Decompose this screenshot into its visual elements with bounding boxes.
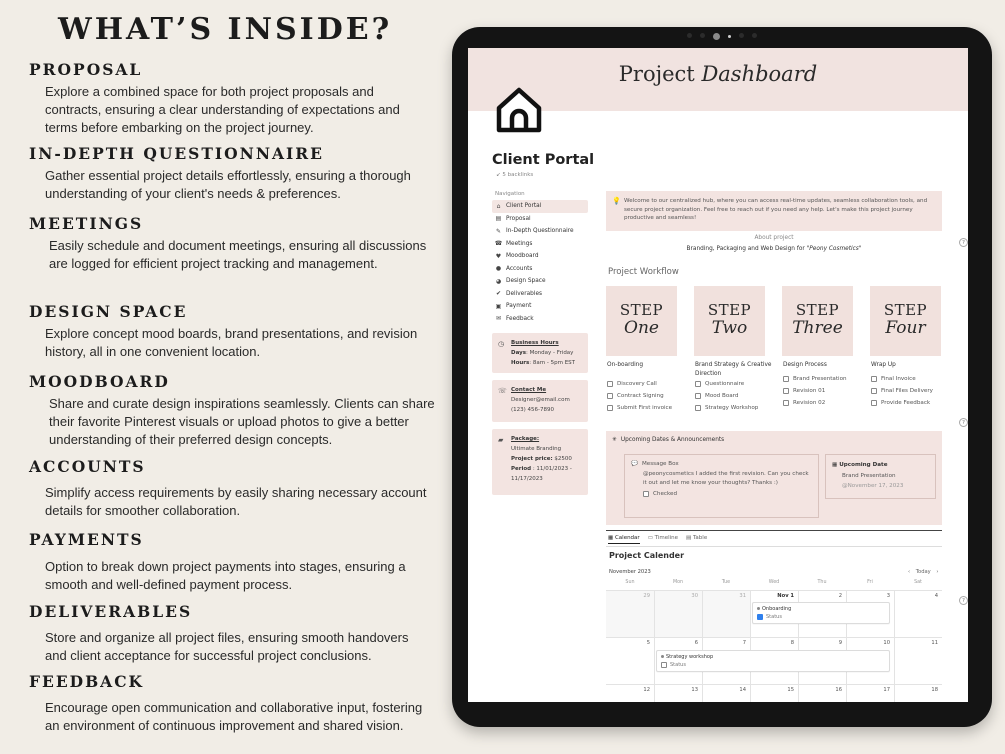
- section-body: Explore concept mood boards, brand presentations, and revision history, all in one convenient location.: [45, 326, 418, 359]
- event-title: [661, 653, 885, 661]
- nav-item-questionnaire[interactable]: [492, 225, 588, 238]
- section-title: DELIVERABLES: [29, 602, 193, 621]
- section-body: Share and curate design inspirations seamlessly. Clients can share their favorite Pinterest visuals or upload photos to give a better understanding of their preferred design concepts.: [49, 396, 435, 447]
- nav-item-proposal[interactable]: [492, 213, 588, 226]
- section-body: Simplify access requirements by easily sharing necessary account details for smoother collaboration.: [45, 485, 427, 518]
- upcoming-title: [612, 437, 728, 443]
- section-body: Explore a combined space for both project proposals and contracts, ensuring a clear understanding of expectations and terms before embarking on the project journey.: [45, 84, 400, 135]
- date-value[interactable]: @November 17, 2023: [842, 483, 904, 489]
- chevron-left-icon[interactable]: ‹: [908, 569, 911, 575]
- hours-row: [511, 358, 582, 368]
- period-value: : 11/01/2023 - 11/17/2023: [511, 466, 572, 482]
- section-title: MOODBOARD: [29, 372, 170, 391]
- nav-label: In-Depth Questionnaire: [506, 228, 574, 235]
- about-body: Branding, Packaging and Web Design for: [686, 246, 807, 252]
- section-title: PAYMENTS: [29, 530, 144, 549]
- tablet-screen: [468, 48, 968, 702]
- checkbox[interactable]: [643, 491, 649, 497]
- nav-label: Client Portal: [506, 203, 542, 210]
- folder-icon: ▰: [498, 436, 504, 444]
- card-title[interactable]: Contact Me: [511, 387, 547, 393]
- message-header: [631, 460, 812, 470]
- event-onboarding[interactable]: [752, 602, 890, 624]
- task-item[interactable]: [607, 390, 687, 402]
- step-three-card[interactable]: [782, 286, 853, 356]
- calendar-icon: ▦: [832, 462, 840, 468]
- section-design-space: [29, 302, 429, 361]
- nav-item-deliverables[interactable]: [492, 288, 588, 301]
- status-label: Status: [766, 614, 782, 620]
- step-word: STEP: [619, 301, 664, 319]
- card-title[interactable]: Business Hours: [511, 340, 559, 346]
- nav-label: Proposal: [506, 215, 531, 222]
- step-number: Two: [711, 318, 748, 338]
- about-text: [606, 246, 942, 252]
- package-card: [492, 429, 588, 495]
- nav-label: Feedback: [506, 315, 534, 322]
- payment-icon: ▣: [495, 302, 502, 310]
- calendar-day[interactable]: 29: [606, 591, 654, 637]
- nav-item-moodboard[interactable]: [492, 250, 588, 263]
- weekday-label: Fri: [867, 580, 873, 585]
- section-title: FEEDBACK: [29, 672, 145, 691]
- task-item[interactable]: [607, 402, 687, 414]
- checkbox[interactable]: [661, 662, 667, 668]
- task-item[interactable]: [783, 397, 863, 409]
- nav-item-client-portal[interactable]: [492, 200, 588, 213]
- nav-label: Accounts: [506, 265, 533, 272]
- edit-icon: ✎: [495, 227, 502, 235]
- checkbox[interactable]: [607, 393, 613, 399]
- days-label: Days: [511, 350, 526, 356]
- tab-table[interactable]: [686, 535, 707, 544]
- weekday-label: Sun: [625, 580, 635, 585]
- section-body: Encourage open communication and collaborative input, fostering an environment of continuous improvement and shared vision.: [45, 700, 423, 733]
- task-label: Submit First invoice: [617, 405, 673, 411]
- weekday-label: Thu: [817, 580, 827, 585]
- brand-strategy-column: [695, 361, 775, 414]
- step-two-card[interactable]: [694, 286, 765, 356]
- weekday-label: Wed: [768, 580, 780, 585]
- chevron-right-icon[interactable]: ›: [936, 569, 939, 575]
- nav-item-design-space[interactable]: [492, 275, 588, 288]
- calendar-day[interactable]: 8: [750, 638, 798, 684]
- phone-icon: ☎: [494, 240, 503, 248]
- nav-label: Design Space: [506, 278, 546, 285]
- task-label: Discovery Call: [617, 381, 657, 387]
- calendar-day[interactable]: 6: [654, 638, 702, 684]
- table-icon: ▤: [686, 535, 693, 541]
- clock-icon: ◷: [498, 340, 505, 348]
- column-title: Wrap Up: [871, 362, 896, 368]
- section-proposal: [29, 60, 429, 137]
- section-body: Option to break down project payments into stages, ensuring a smooth and well-defined payment process.: [45, 559, 406, 592]
- calendar-day[interactable]: 16: [798, 685, 846, 702]
- section-title: IN-DEPTH QUESTIONNAIRE: [29, 144, 324, 163]
- title-regular: Project: [618, 62, 702, 86]
- task-item[interactable]: [695, 378, 775, 390]
- nav-label: Payment: [506, 303, 532, 310]
- section-moodboard: [29, 372, 439, 449]
- calendar-day[interactable]: 18: [894, 685, 942, 702]
- weekday-label: Sat: [914, 580, 922, 585]
- period-row: [511, 464, 582, 484]
- divider: [606, 546, 942, 547]
- event-label: Onboarding: [762, 606, 792, 612]
- checked-item[interactable]: [631, 490, 812, 500]
- help-icon[interactable]: ?: [959, 418, 968, 427]
- calendar-day[interactable]: 15: [750, 685, 798, 702]
- price-row: [511, 454, 582, 464]
- status-label: Status: [670, 662, 686, 668]
- task-item[interactable]: [695, 390, 775, 402]
- tab-label: Calendar: [614, 535, 640, 541]
- tab-timeline[interactable]: [648, 535, 678, 544]
- calendar-day[interactable]: 12: [643, 687, 650, 693]
- contact-phone: (123) 456-7890: [511, 407, 555, 413]
- calendar-day[interactable]: 2: [798, 591, 846, 637]
- about-label: About project: [754, 235, 794, 241]
- section-body: Store and organize all project files, ensuring smooth handovers and client acceptance for successful project conclusions.: [45, 630, 409, 663]
- days-value: : Monday - Friday: [525, 350, 574, 356]
- task-label: Strategy Workshop: [705, 405, 759, 411]
- step-number: One: [624, 318, 659, 338]
- task-item[interactable]: [871, 373, 951, 385]
- task-label: Mood Board: [705, 393, 739, 399]
- price-value: $2500: [552, 456, 572, 462]
- indicator-icon: [728, 35, 731, 38]
- nav-item-payment[interactable]: [492, 300, 588, 313]
- checkbox[interactable]: [783, 400, 789, 406]
- column-title: Brand Strategy & Creative Direction: [695, 362, 772, 377]
- calendar-week: [606, 684, 942, 702]
- checkbox[interactable]: [783, 388, 789, 394]
- period-label: Period: [511, 466, 532, 472]
- section-title: PROPOSAL: [29, 60, 143, 79]
- section-meetings: [29, 214, 429, 273]
- event-strategy-workshop[interactable]: [656, 650, 890, 672]
- upcoming-callout: [606, 431, 942, 525]
- wrap-up-column: [871, 361, 951, 409]
- navigation-menu: [492, 191, 588, 325]
- calendar-day[interactable]: 14: [702, 685, 750, 702]
- calendar-day[interactable]: 17: [846, 685, 894, 702]
- sensor-icon: [700, 33, 705, 38]
- tablet-frame: [452, 27, 992, 727]
- step-number: Four: [885, 318, 926, 338]
- sensor-icon: [752, 33, 757, 38]
- tab-label: Timeline: [654, 535, 679, 541]
- sensor-icon: [739, 33, 744, 38]
- weekday-label: Mon: [672, 580, 684, 585]
- section-payments: [29, 530, 429, 594]
- nav-label: Meetings: [506, 240, 533, 247]
- section-accounts: [29, 457, 429, 520]
- checkbox[interactable]: [757, 614, 763, 620]
- section-title: MEETINGS: [29, 214, 144, 233]
- column-title: Design Process: [783, 362, 827, 368]
- phone-icon: ☏: [498, 387, 507, 395]
- date-header: [832, 460, 929, 471]
- task-item[interactable]: [871, 397, 951, 409]
- checkbox[interactable]: [607, 381, 613, 387]
- today-button[interactable]: Today: [915, 569, 931, 575]
- calendar-day[interactable]: 13: [654, 685, 702, 702]
- message-body: @peonycosmetics I added the first revision. Can you check it out and let me know your thoughts? Thanks :): [643, 470, 809, 486]
- section-body: Gather essential project details effortlessly, ensuring a thorough understanding of your client's needs & preferences.: [45, 168, 411, 201]
- calendar-week: [606, 590, 942, 637]
- step-number: Three: [792, 318, 843, 338]
- calendar-month: November 2023: [609, 569, 651, 575]
- card-title[interactable]: Package:: [511, 436, 540, 442]
- calendar-day[interactable]: 30: [654, 591, 702, 637]
- weekday-label: Tue: [721, 580, 731, 585]
- calendar-nav: [906, 569, 940, 575]
- task-label: Revision 02: [793, 400, 826, 406]
- task-label: Final Files Delivery: [881, 388, 933, 394]
- document-icon: ▤: [495, 215, 502, 223]
- step-word: STEP: [883, 301, 928, 319]
- section-questionnaire: [29, 144, 429, 203]
- calendar-day[interactable]: Nov 1: [750, 591, 798, 637]
- help-icon[interactable]: ?: [959, 238, 968, 247]
- task-label: Questionnaire: [705, 381, 745, 387]
- palette-icon: ◕: [495, 277, 502, 285]
- home-icon: ⌂: [496, 202, 501, 210]
- heart-icon: ♥: [495, 252, 502, 260]
- contact-card: [492, 380, 588, 422]
- date-event: Brand Presentation: [842, 472, 896, 479]
- calendar-day[interactable]: 4: [894, 591, 942, 637]
- calendar-day[interactable]: 7: [702, 638, 750, 684]
- welcome-text: Welcome to our centralized hub, where you can access real-time updates, seamless collaboration tools, and secure project organization. Feel free to reach out if you need any help. Let's make this project journey productive and seamless!: [624, 198, 928, 221]
- divider: [606, 530, 942, 531]
- check-circle-icon: ✔: [495, 290, 502, 298]
- checkbox[interactable]: [695, 405, 701, 411]
- calendar-day[interactable]: 9: [798, 638, 846, 684]
- checkbox[interactable]: [871, 376, 877, 382]
- date-title: Upcoming Date: [839, 462, 888, 468]
- nav-item-accounts[interactable]: [492, 263, 588, 276]
- nav-label: Deliverables: [506, 290, 543, 297]
- onboarding-column: [607, 361, 687, 414]
- business-hours-card: [492, 333, 588, 373]
- calendar-day[interactable]: 5: [646, 640, 650, 646]
- checked-label: Checked: [653, 490, 677, 497]
- section-feedback: [29, 672, 439, 735]
- event-dot-icon: [757, 607, 760, 610]
- step-one-card[interactable]: [606, 286, 677, 356]
- help-icon[interactable]: ?: [959, 596, 968, 605]
- contact-email: Designer@email.com: [511, 397, 570, 403]
- checkbox[interactable]: [871, 400, 877, 406]
- checkbox[interactable]: [607, 405, 613, 411]
- task-item[interactable]: [695, 402, 775, 414]
- nav-heading: Navigation: [495, 191, 525, 197]
- backlinks-link[interactable]: ↙ 5 backlinks: [496, 172, 534, 178]
- upcoming-date-box: [825, 454, 936, 499]
- chat-icon: ✉: [495, 315, 502, 323]
- upcoming-title-text: Upcoming Dates & Announcements: [620, 437, 725, 443]
- price-label: Project price:: [511, 456, 553, 462]
- message-title: Message Box: [641, 461, 679, 467]
- weekday-header: [606, 580, 942, 590]
- calendar-week: [606, 637, 942, 684]
- task-label: Contract Signing: [617, 393, 664, 399]
- calendar-title: Project Calender: [609, 551, 685, 560]
- headline: WHAT’S INSIDE?: [58, 12, 393, 47]
- hours-label: Hours: [511, 360, 530, 366]
- sparkle-icon: ✳: [612, 437, 617, 443]
- section-deliverables: [29, 602, 429, 665]
- section-title: ACCOUNTS: [29, 457, 146, 476]
- message-box: [624, 454, 819, 518]
- workflow-title: Project Workflow: [608, 267, 679, 277]
- camera-bar: [452, 33, 992, 40]
- section-title: DESIGN SPACE: [29, 302, 188, 321]
- user-icon: ●: [495, 265, 502, 273]
- design-process-column: [783, 361, 863, 409]
- hours-value: : 8am - 5pm EST: [529, 360, 576, 366]
- chat-icon: 💬: [631, 461, 638, 467]
- step-word: STEP: [707, 301, 752, 319]
- section-body: Easily schedule and document meetings, ensuring all discussions are logged for efficient project tracking and management.: [49, 238, 427, 271]
- event-title: [757, 605, 885, 613]
- step-word: STEP: [795, 301, 840, 319]
- calendar-day[interactable]: 11: [894, 638, 942, 684]
- task-label: Revision 01: [793, 388, 826, 394]
- task-item[interactable]: [783, 373, 863, 385]
- task-label: Final Invoice: [881, 376, 916, 382]
- nav-item-feedback[interactable]: [492, 313, 588, 326]
- dashboard-title: [468, 62, 968, 86]
- home-icon: [494, 84, 544, 134]
- event-status: [661, 661, 885, 669]
- step-four-card[interactable]: [870, 286, 941, 356]
- event-dot-icon: [661, 655, 664, 658]
- title-italic: Dashboard: [701, 62, 818, 86]
- nav-item-meetings[interactable]: [492, 238, 588, 251]
- sensor-icon: [687, 33, 692, 38]
- package-name: Ultimate Branding: [511, 446, 562, 452]
- checkbox[interactable]: [695, 393, 701, 399]
- calendar-grid: [606, 580, 942, 702]
- tab-label: Table: [692, 535, 708, 541]
- features-column: [0, 0, 450, 754]
- nav-label: Moodboard: [506, 253, 539, 260]
- task-item[interactable]: [783, 385, 863, 397]
- task-item[interactable]: [607, 378, 687, 390]
- tab-calendar[interactable]: [608, 535, 640, 544]
- calendar-day[interactable]: 10: [846, 638, 894, 684]
- page-title: Client Portal: [492, 152, 595, 168]
- checkbox[interactable]: [871, 388, 877, 394]
- calendar-day[interactable]: 31: [702, 591, 750, 637]
- task-label: Provide Feedback: [881, 400, 931, 406]
- task-label: Brand Presentation: [793, 376, 847, 382]
- about-client: "Peony Cosmetics": [806, 246, 862, 252]
- calendar-icon: ▦: [608, 535, 615, 541]
- event-label: Strategy workshop: [666, 654, 714, 660]
- welcome-callout: [606, 191, 942, 231]
- task-item[interactable]: [871, 385, 951, 397]
- checkbox[interactable]: [783, 376, 789, 382]
- timeline-icon: ▭: [647, 535, 655, 541]
- event-status: [757, 613, 885, 621]
- checkbox[interactable]: [695, 381, 701, 387]
- view-tabs: [608, 535, 707, 544]
- column-title: On-boarding: [607, 362, 644, 368]
- days-row: [511, 348, 582, 358]
- camera-icon: [713, 33, 720, 40]
- lightbulb-icon: 💡: [612, 197, 621, 205]
- calendar-day[interactable]: 3: [846, 591, 894, 637]
